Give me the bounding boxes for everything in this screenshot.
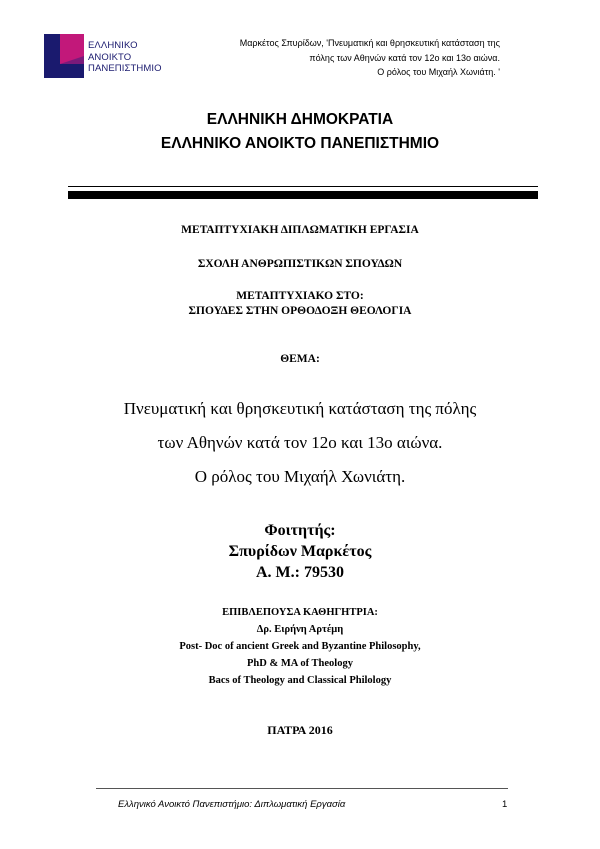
topic-line-2: των Αθηνών κατά τον 12ο και 13ο αιώνα. bbox=[157, 433, 443, 452]
supervisor-info bbox=[0, 604, 600, 689]
program-label: ΜΕΤΑΠΤΥΧΙΑΚΟ ΣΤΟ: bbox=[236, 290, 364, 302]
footer-text: Ελληνικό Ανοικτό Πανεπιστήμιο: Διπλωματική Εργασία bbox=[118, 799, 346, 810]
logo-text bbox=[88, 40, 162, 75]
supervisor-label: ΕΠΙΒΛΕΠΟΥΣΑ ΚΑΘΗΓΗΤΡΙΑ: bbox=[222, 607, 378, 618]
topic-line-3: Ο ρόλος του Μιχαήλ Χωνιάτη. bbox=[194, 467, 406, 486]
topic-line-1: Πνευματική και θρησκευτική κατάσταση της πόλης bbox=[123, 399, 477, 418]
footer-divider bbox=[96, 788, 508, 789]
topic-label: ΘΕΜΑ: bbox=[280, 353, 320, 365]
school-name: ΣΧΟΛΗ ΑΝΘΡΩΠΙΣΤΙΚΩΝ ΣΠΟΥΔΩΝ bbox=[197, 258, 403, 270]
supervisor-credential-2: PhD & MA of Theology bbox=[247, 658, 353, 669]
university-logo bbox=[44, 34, 176, 82]
supervisor-name: Δρ. Ειρήνη Αρτέμη bbox=[256, 624, 344, 635]
logo-line-3: ΠΑΝΕΠΙΣΤΗΜΙΟ bbox=[88, 63, 162, 74]
eap-logo-icon bbox=[44, 34, 84, 78]
logo-line-1: ΕΛΛΗΝΙΚΟ bbox=[88, 40, 138, 51]
running-header bbox=[180, 36, 500, 80]
student-name: Σπυρίδων Μαρκέτος bbox=[228, 543, 372, 560]
running-header-line-2: πόλης των Αθηνών κατά τον 12ο και 13ο αιώνα. bbox=[309, 52, 500, 63]
running-header-line-3: Ο ρόλος του Μιχαήλ Χωνιάτη. ' bbox=[377, 67, 500, 77]
supervisor-credential-3: Bacs of Theology and Classical Philology bbox=[208, 675, 392, 686]
running-header-line-1: Μαρκέτος Σπυρίδων, 'Πνευματική και θρησκευτική κατάσταση της bbox=[239, 38, 500, 48]
institution-line-2: ΕΛΛΗΝΙΚΟ ΑΝΟΙΚΤΟ ΠΑΝΕΠΙΣΤΗΜΙΟ bbox=[160, 135, 440, 152]
student-label: Φοιτητής: bbox=[264, 522, 336, 539]
divider-thin bbox=[68, 186, 538, 187]
thesis-topic bbox=[0, 392, 600, 494]
program-name: ΣΠΟΥΔΕΣ ΣΤΗΝ ΟΡΘΟΔΟΞΗ ΘΕΟΛΟΓΙΑ bbox=[188, 305, 412, 317]
place-date: ΠΑΤΡΑ 2016 bbox=[267, 723, 333, 737]
logo-line-2: ΑΝΟΙΚΤΟ bbox=[88, 51, 132, 63]
student-info bbox=[0, 520, 600, 583]
student-id: Α. Μ.: 79530 bbox=[256, 564, 344, 581]
supervisor-credential-1: Post- Doc of ancient Greek and Byzantine Philosophy, bbox=[179, 641, 421, 652]
page-number: 1 bbox=[502, 799, 508, 810]
institution-line-1: ΕΛΛΗΝΙΚΗ ΔΗΜΟΚΡΑΤΙΑ bbox=[206, 111, 394, 128]
thesis-type: ΜΕΤΑΠΤΥΧΙΑΚΗ ΔΙΠΛΩΜΑΤΙΚΗ ΕΡΓΑΣΙΑ bbox=[181, 224, 419, 236]
divider-thick bbox=[68, 191, 538, 199]
institution-title bbox=[0, 108, 600, 156]
